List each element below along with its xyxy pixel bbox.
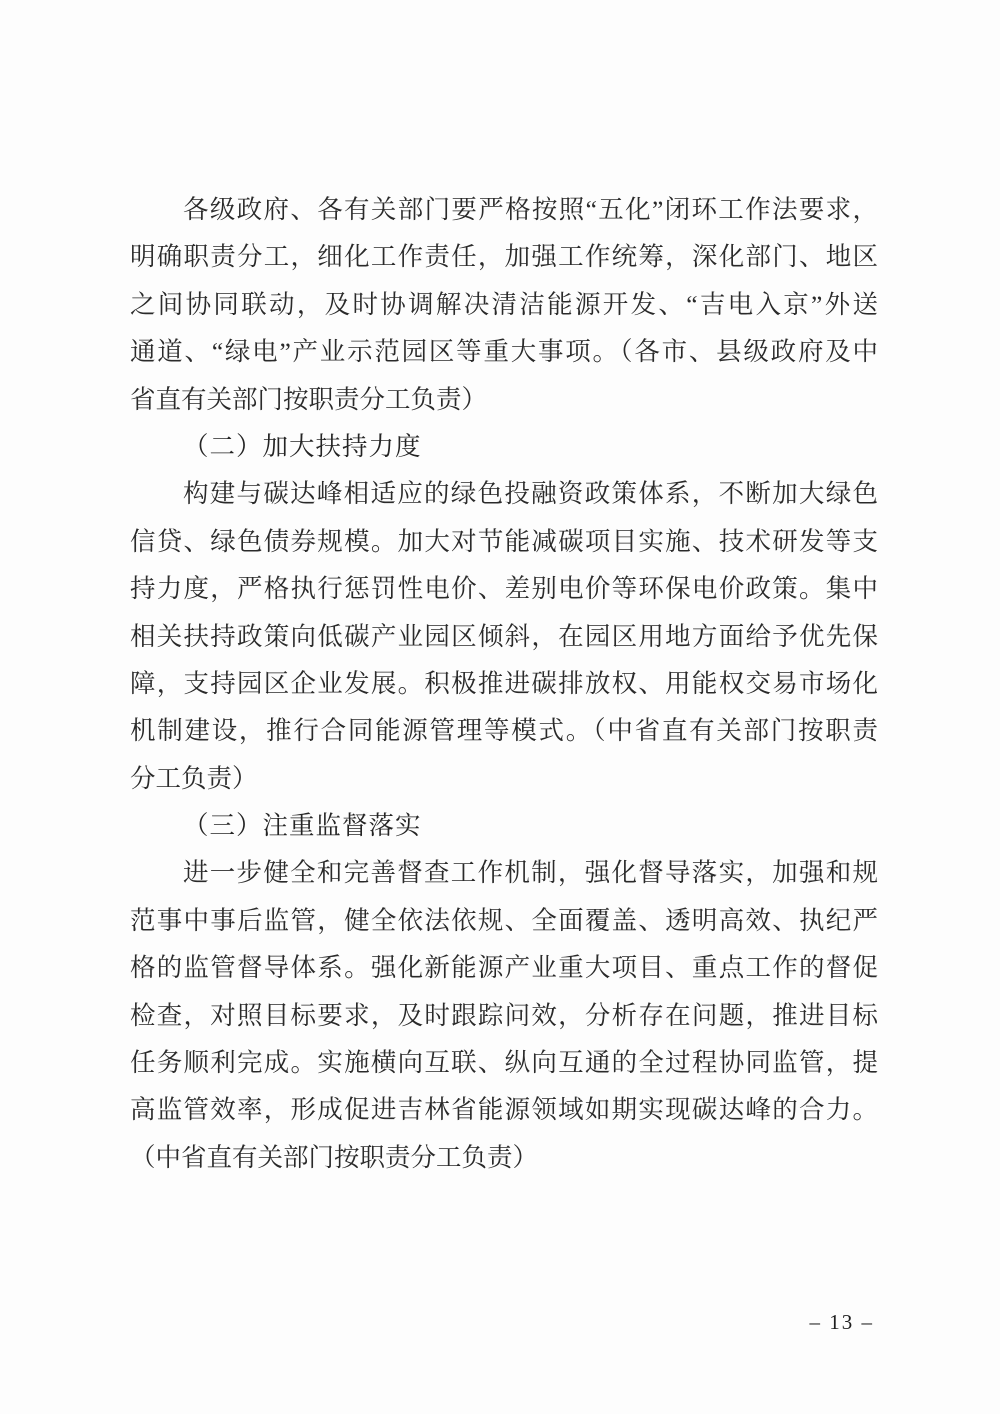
paragraph-line: 范事中事后监管，健全依法依规、全面覆盖、透明高效、执纪严: [130, 905, 878, 935]
paragraph-line: 明确职责分工，细化工作责任，加强工作统筹，深化部门、地区: [130, 242, 878, 272]
paragraph-line: （中省直有关部门按职责分工负责）: [130, 1142, 539, 1172]
paragraph-line: 检查，对照目标要求，及时跟踪问效，分析存在问题，推进目标: [130, 1000, 878, 1030]
paragraph-line: 之间协同联动，及时协调解决清洁能源开发、“吉电入京”外送: [130, 289, 878, 319]
paragraph-line: 通道、“绿电”产业示范园区等重大事项。（各市、县级政府及中: [130, 337, 878, 367]
paragraph-line: 高监管效率，形成促进吉林省能源领域如期实现碳达峰的合力。: [130, 1095, 878, 1125]
paragraph-line: 分工负责）: [130, 763, 258, 793]
paragraph-line: 信贷、绿色债券规模。加大对节能减碳项目实施、技术研发等支: [130, 526, 878, 556]
paragraph-line: 进一步健全和完善督查工作机制，强化督导落实，加强和规: [183, 858, 878, 888]
paragraph-line: 相关扶持政策向低碳产业园区倾斜，在园区用地方面给予优先保: [130, 621, 878, 651]
document-body: [130, 186, 878, 1181]
paragraph-line: 格的监管督导体系。强化新能源产业重大项目、重点工作的督促: [130, 953, 878, 983]
section-heading-3: （三）注重监督落实: [183, 811, 422, 841]
paragraph-line: 持力度，严格执行惩罚性电价、差别电价等环保电价政策。集中: [130, 574, 878, 604]
paragraph-line: 任务顺利完成。实施横向互联、纵向互通的全过程协同监管，提: [130, 1048, 878, 1078]
paragraph-line: 障，支持园区企业发展。积极推进碳排放权、用能权交易市场化: [130, 668, 878, 698]
paragraph-line: 机制建设，推行合同能源管理等模式。（中省直有关部门按职责: [130, 716, 878, 746]
paragraph-line: 各级政府、各有关部门要严格按照“五化”闭环工作法要求，: [183, 195, 878, 224]
section-heading-2: （二）加大扶持力度: [183, 431, 422, 461]
page-number: – 13 –: [809, 1310, 874, 1334]
paragraph-line: 构建与碳达峰相适应的绿色投融资政策体系，不断加大绿色: [183, 479, 878, 509]
paragraph-line: 省直有关部门按职责分工负责）: [130, 384, 488, 414]
